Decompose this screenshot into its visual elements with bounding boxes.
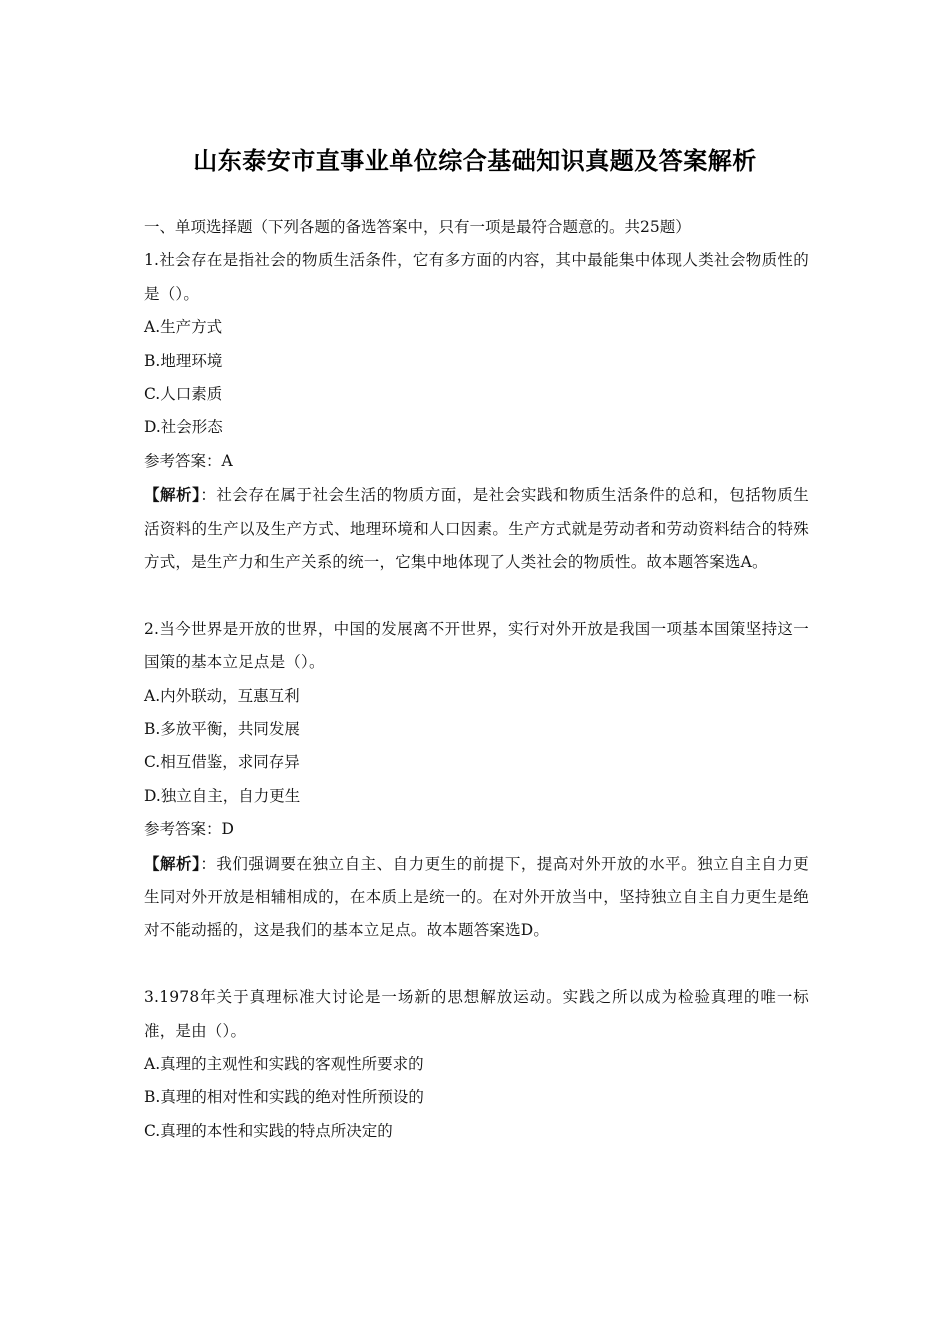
reference-answer: 参考答案：D [144, 820, 234, 839]
question-3 [144, 981, 809, 1148]
option-c: C.人口素质 [144, 384, 223, 403]
question-stem: 1.社会存在是指社会的物质生活条件，它有多方面的内容，其中最能集中体现人类社会物质性的是（）。 [144, 251, 809, 303]
question-1 [144, 244, 809, 579]
analysis-text: ：社会存在属于社会生活的物质方面，是社会实践和物质生活条件的总和，包括物质生活资料的生产以及生产方式、地理环境和人口因素。生产方式就是劳动者和劳动资料结合的特殊方式，是生产力和生产关系的统一，它集中地体现了人类社会的物质性。故本题答案选A。 [144, 486, 809, 571]
paragraph-spacer [144, 579, 809, 612]
analysis-text: ：我们强调要在独立自主、自力更生的前提下，提高对外开放的水平。独立自主自力更生同对外开放是相辅相成的，在本质上是统一的。在对外开放当中，坚持独立自主自力更生是绝对不能动摇的，这是我们的基本立足点。故本题答案选D。 [144, 854, 809, 940]
option-c: C.相互借鉴，求同存异 [144, 753, 300, 772]
option-a: A.内外联动，互惠互利 [144, 686, 300, 705]
paragraph-spacer [144, 948, 809, 981]
option-b: B.地理环境 [144, 351, 223, 370]
analysis-paragraph [144, 478, 809, 579]
option-b: B.真理的相对性和实践的绝对性所预设的 [144, 1088, 424, 1107]
reference-answer: 参考答案：A [144, 451, 233, 470]
option-b: B.多放平衡，共同发展 [144, 719, 300, 738]
analysis-label: 【解析】 [144, 853, 201, 873]
document-body [144, 211, 809, 1148]
page-title: 山东泰安市直事业单位综合基础知识真题及答案解析 [193, 147, 757, 175]
section-header: 一、单项选择题（下列各题的备选答案中，只有一项是最符合题意的。共25题） [144, 218, 691, 236]
question-stem: 3.1978年关于真理标准大讨论是一场新的思想解放运动。实践之所以成为检验真理的唯一标准，是由（）。 [144, 988, 809, 1040]
question-stem: 2.当今世界是开放的世界，中国的发展离不开世界，实行对外开放是我国一项基本国策坚持这一国策的基本立足点是（）。 [144, 619, 809, 672]
option-a: A.生产方式 [144, 318, 223, 337]
analysis-paragraph [144, 847, 809, 948]
question-2 [144, 613, 809, 948]
option-c: C.真理的本性和实践的特点所决定的 [144, 1121, 393, 1140]
option-d: D.社会形态 [144, 418, 223, 437]
analysis-label: 【解析】 [144, 485, 201, 505]
option-a: A.真理的主观性和实践的客观性所要求的 [144, 1054, 424, 1073]
option-d: D.独立自主，自力更生 [144, 786, 301, 805]
